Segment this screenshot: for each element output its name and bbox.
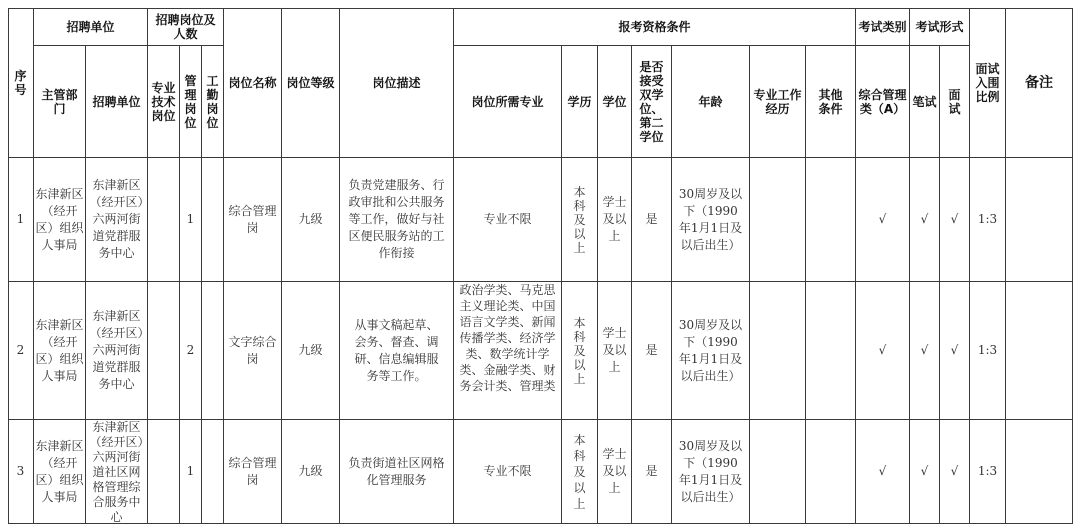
row2-mgmt: 2 (180, 282, 202, 420)
header-exam-type: 综合管理类（A） (856, 46, 910, 158)
row3-degree: 学士及以上 (598, 420, 632, 524)
row3-interview: √ (940, 420, 970, 524)
header-seq: 序号 (8, 8, 34, 158)
row1-work-exp (750, 158, 806, 282)
row2-note (1006, 282, 1073, 420)
row2-dept: 东津新区（经开区）组织人事局 (34, 282, 86, 420)
row2-tech (148, 282, 180, 420)
row2-edu: 本科及以上 (562, 282, 598, 420)
header-written: 笔试 (910, 46, 940, 158)
header-age: 年龄 (672, 46, 750, 158)
row3-tech (148, 420, 180, 524)
row1-other (806, 158, 856, 282)
row3-post-name: 综合管理岗 (224, 420, 282, 524)
header-dept: 主管部门 (34, 46, 86, 158)
header-work-exp: 专业工作经历 (750, 46, 806, 158)
row2-unit: 东津新区（经开区）六两河街道党群服务中心 (86, 282, 148, 420)
header-other: 其他条件 (806, 46, 856, 158)
row1-post-name: 综合管理岗 (224, 158, 282, 282)
row1-dept: 东津新区（经开区）组织人事局 (34, 158, 86, 282)
row1-age: 30周岁及以下（1990年1月1日及以后出生） (672, 158, 750, 282)
header-second-degree: 是否接受双学位、第二学位 (632, 46, 672, 158)
header-post-desc: 岗位描述 (340, 8, 454, 158)
header-worker-post: 工勤岗位 (202, 46, 224, 158)
row1-mgmt: 1 (180, 158, 202, 282)
header-tech-post: 专业技术岗位 (148, 46, 180, 158)
row2-age: 30周岁及以下（1990年1月1日及以后出生） (672, 282, 750, 420)
row3-worker (202, 420, 224, 524)
row2-exam-type: √ (856, 282, 910, 420)
row1-post-desc: 负责党建服务、行政审批和公共服务等工作，做好与社区便民服务站的工作衔接 (340, 158, 454, 282)
header-unit-group: 招聘单位 (34, 8, 148, 46)
header-interview: 面试 (940, 46, 970, 158)
row3-ratio: 1:3 (970, 420, 1006, 524)
row2-other (806, 282, 856, 420)
row3-unit: 东津新区（经开区）六两河街道社区网格管理综合服务中心 (86, 420, 148, 524)
header-exam-type-group: 考试类别 (856, 8, 910, 46)
row2-ratio: 1:3 (970, 282, 1006, 420)
row3-note (1006, 420, 1073, 524)
header-exam-form-group: 考试形式 (910, 8, 970, 46)
row3-second-degree: 是 (632, 420, 672, 524)
row3-edu: 本科及以上 (562, 420, 598, 524)
row1-seq: 1 (8, 158, 34, 282)
header-major: 岗位所需专业 (454, 46, 562, 158)
row2-degree: 学士及以上 (598, 282, 632, 420)
row3-major: 专业不限 (454, 420, 562, 524)
row1-tech (148, 158, 180, 282)
row2-seq: 2 (8, 282, 34, 420)
row1-degree: 学士及以上 (598, 158, 632, 282)
row1-worker (202, 158, 224, 282)
row2-written: √ (910, 282, 940, 420)
row2-interview: √ (940, 282, 970, 420)
row1-unit: 东津新区（经开区）六两河街道党群服务中心 (86, 158, 148, 282)
row2-worker (202, 282, 224, 420)
row3-work-exp (750, 420, 806, 524)
row2-post-level: 九级 (282, 282, 340, 420)
header-degree: 学位 (598, 46, 632, 158)
header-mgmt-post: 管理岗位 (180, 46, 202, 158)
row1-second-degree: 是 (632, 158, 672, 282)
header-post-name: 岗位名称 (224, 8, 282, 158)
row1-edu: 本科及以上 (562, 158, 598, 282)
row3-age: 30周岁及以下（1990年1月1日及以后出生） (672, 420, 750, 524)
row3-exam-type: √ (856, 420, 910, 524)
row3-seq: 3 (8, 420, 34, 524)
header-ratio: 面试入围比例 (970, 8, 1006, 158)
row3-post-level: 九级 (282, 420, 340, 524)
header-qual-group: 报考资格条件 (454, 8, 856, 46)
row1-note (1006, 158, 1073, 282)
header-note: 备注 (1006, 8, 1073, 158)
header-edu: 学历 (562, 46, 598, 158)
row3-mgmt: 1 (180, 420, 202, 524)
row2-post-name: 文字综合岗 (224, 282, 282, 420)
header-unit: 招聘单位 (86, 46, 148, 158)
row3-written: √ (910, 420, 940, 524)
row1-post-level: 九级 (282, 158, 340, 282)
row1-interview: √ (940, 158, 970, 282)
row2-post-desc: 从事文稿起草、会务、督查、调研、信息编辑服务等工作。 (340, 282, 454, 420)
row3-dept: 东津新区（经开区）组织人事局 (34, 420, 86, 524)
row1-written: √ (910, 158, 940, 282)
header-post-level: 岗位等级 (282, 8, 340, 158)
row3-other (806, 420, 856, 524)
row2-major: 政治学类、马克思主义理论类、中国语言文学类、新闻传播学类、经济学类、数学统计学类、金融学类、财务会计类、管理类 (454, 282, 562, 420)
header-posts-group: 招聘岗位及人数 (148, 8, 224, 46)
row1-exam-type: √ (856, 158, 910, 282)
row2-work-exp (750, 282, 806, 420)
row3-post-desc: 负责街道社区网格化管理服务 (340, 420, 454, 524)
row2-second-degree: 是 (632, 282, 672, 420)
row1-major: 专业不限 (454, 158, 562, 282)
row1-ratio: 1:3 (970, 158, 1006, 282)
